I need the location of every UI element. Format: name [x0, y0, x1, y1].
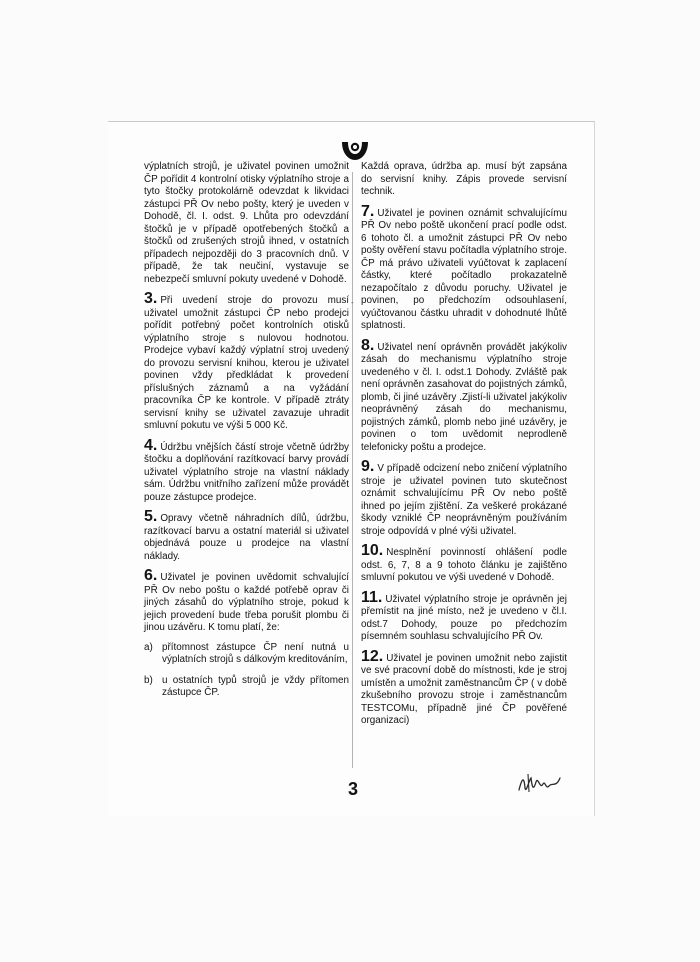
- paragraph-6-number: 6.: [144, 567, 158, 584]
- paragraph-4-text: Údržbu vnějších částí stroje včetně údržby štočku a doplňování razítkovací barvy provádí uživatel výplatního stroje na vlastní náklady sám. Údržbu vnitřního zařízení může provádět pouze zástupce prodejce.: [144, 441, 349, 503]
- list-item-text: přítomnost zástupce ČP není nutná u výplatních strojů s dálkovým kreditováním,: [162, 641, 349, 665]
- list-item-text: u ostatních typů strojů je vždy přítomen zástupce ČP.: [162, 674, 349, 698]
- paragraph-7-number: 7.: [361, 202, 375, 220]
- paragraph-12-text: Uživatel je povinen umožnit nebo zajistit ve své pracovní době do místnosti, kde je stroj umístěn a umožnit zaměstnancům ČP ( v době zkušebního provozu stroje i zaměstnancům TESTCOMu, případně jiné ČP pověřené organizaci): [361, 652, 567, 726]
- paragraph-4-number: 4.: [144, 436, 158, 454]
- paragraph-10-text: Nesplnění povinností ohlášení podle odst. 6, 7, 8 a 9 tohoto článku je zajištěno smluvní pokutou ve výši uvedené v Dohodě.: [361, 547, 567, 583]
- document-page: [108, 121, 595, 816]
- signature-icon: [516, 770, 562, 798]
- paragraph-9-number: 9.: [361, 458, 375, 475]
- paragraph-12: [361, 647, 567, 728]
- right-intro-paragraph: Každá oprava, údržba ap. musí být zapsána do servisní knihy. Zápis provede servisní technik.: [361, 161, 567, 197]
- list-item-a: [144, 642, 349, 667]
- paragraph-3-number: 3.: [144, 290, 158, 307]
- paragraph-10-number: 10.: [361, 542, 384, 559]
- column-divider: [352, 172, 353, 768]
- paragraph-10: [361, 542, 567, 585]
- paragraph-9-text: V případě odcizení nebo zničení výplatního stroje je uživatel povinen tuto skutečnost oznámit schvalujícímu PŘ Ov nebo poště ihned po jejím zjištění. Za veškeré prokázané škody vzniklé ČP neoprávněným používáním stroje odpovídá v plné výši uživatel.: [361, 463, 567, 537]
- paragraph-3: [144, 290, 349, 433]
- left-column: [144, 161, 349, 708]
- paragraph-5-number: 5.: [144, 508, 158, 525]
- paragraph-11-text: Uživatel výplatního stroje je oprávněn jej přemístit na jiné místo, než je uvedeno v čl.I. odst.7 Dohody, pouze po předchozím písemném souhlasu schvalujícího PŘ Ov.: [361, 593, 567, 642]
- paragraph-11-number: 11.: [361, 588, 383, 606]
- left-intro-paragraph: výplatních strojů, je uživatel povinen umožnit ČP pořídit 4 kontrolní otisky výplatního stroje a tyto štočky protokolárně odevzdat k likvidaci zástupci PŘ Ov nebo pošty, který je uveden v Dohodě, čl. I. odst. 9. Lhůta pro odevzdání štočků je v případě opotřebených štočků a štočků od zrušených strojů ihned, v ostatních případech nejpozději do 3 pracovních dnů. V případě, že tak neučiní, vystavuje se nebezpečí smluvní pokuty uvedené v Dohodě.: [144, 161, 349, 285]
- paragraph-8: [361, 336, 567, 455]
- paragraph-6: [144, 567, 349, 635]
- paragraph-5-text: Opravy včetně náhradních dílů, údržbu, razítkovací barvu a ostatní materiál si uživatel objednává pouze u prodejce na vlastní náklady.: [144, 513, 349, 562]
- paragraph-5: [144, 508, 349, 563]
- paragraph-4: [144, 436, 349, 505]
- paragraph-7: [361, 202, 567, 333]
- list-item-b: [144, 675, 349, 700]
- paragraph-12-number: 12.: [361, 647, 384, 665]
- paragraph-11: [361, 588, 567, 644]
- paragraph-8-text: Uživatel není oprávněn provádět jakýkoliv zásah do mechanismu výplatního stroje uvedeného v čl. I. odst.1 Dohody. Zvláště pak není oprávněn zasahovat do pojistných zámků, plomb, či jiné uzávěry .Zjistí-li uživatel jakýkoliv neoprávněný zásah do mechanismu, pojistných zámků, plomb nebo jiné uzávěry, je povinen o tom uvědomit neprodleně telefonicky poštu a prodejce.: [361, 341, 567, 453]
- list-item-label: b): [144, 674, 153, 686]
- margin-mark: -: [351, 298, 354, 307]
- paragraph-7-text: Uživatel je povinen oznámit schvalujícímu PŘ Ov nebo poště ukončení prací podle odst. 6 tohoto čl. a umožnit zástupci PŘ Ov nebo pošty ověření stavu počítadla výplatního stroje. ČP má právo uživateli vyúčtovat k zaplacení částky, které počítadlo prokazatelně nezapočítalo z důvodu poruchy. Uživatel je povinen, po předchozím odsouhlasení, vyúčtovanou částku uhradit v dohodnuté lhůtě splatnosti.: [361, 207, 567, 331]
- paragraph-8-number: 8.: [361, 336, 375, 354]
- list-item-label: a): [144, 641, 153, 653]
- paragraph-6-text: Uživatel je povinen uvědomit schvalující PŘ Ov nebo poštu o každé potřebě oprav či jiných zásahů do výplatního stroje, pokud k jejich provedení bude třeba porušit plombu či jinou uzávěru. K tomu platí, že:: [144, 572, 349, 633]
- right-column: [361, 161, 567, 732]
- paragraph-9: [361, 458, 567, 538]
- page-number: 3: [348, 779, 359, 799]
- paragraph-3-text: Při uvedení stroje do provozu musí uživatel umožnit zástupci ČP nebo prodejci pořídit potřebný počet kontrolních otisků výplatního stroje s nulovou hodnotou. Prodejce vybaví každý výplatní stroj uvedený do provozu servisní knihou, kterou je uživatel povinen vždy předkládat k provedení příslušných záznamů a na vyžádání pracovníka ČP ke kontrole. V případě ztráty servisní knihy se uživatel zavazuje uhradit smluvní pokutu ve výši 5 000 Kč.: [144, 295, 349, 431]
